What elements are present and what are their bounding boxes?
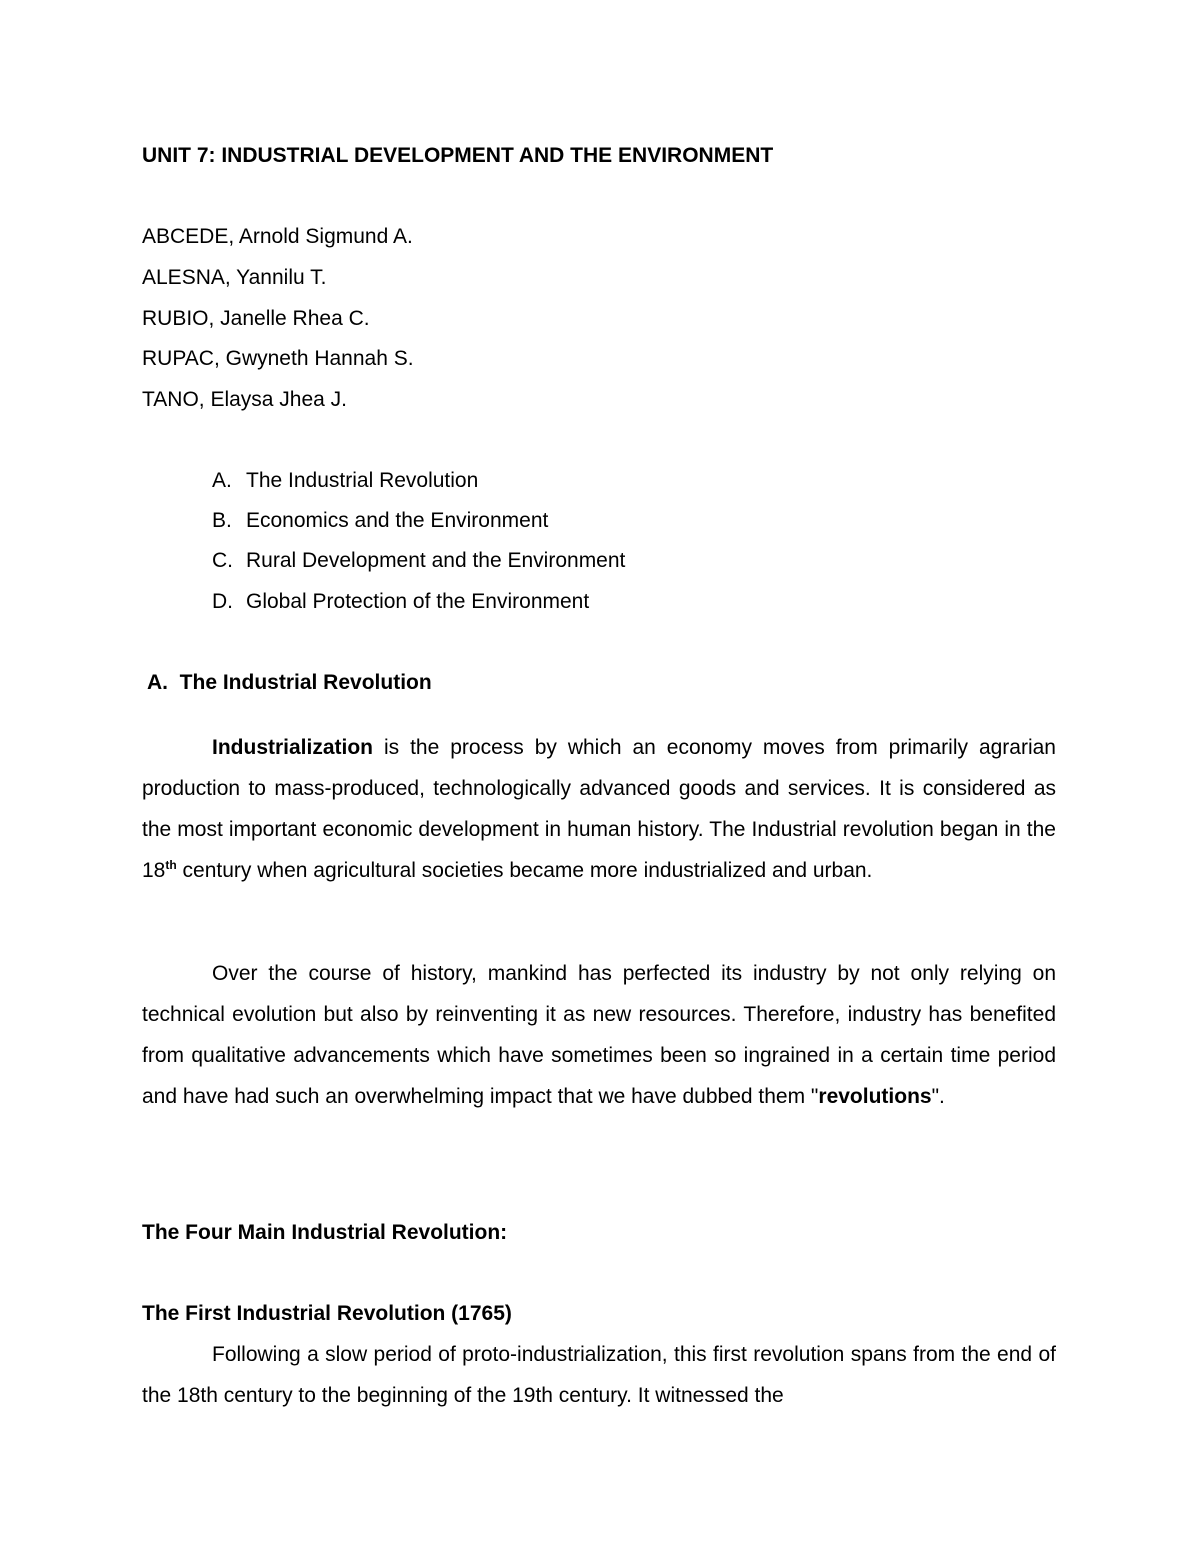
paragraph-text: is the process by which an economy moves from primarily agrarian production to mass-produced, technologically advanced goods and services. It is considered as the most important economic development in human history. The Industrial revolution began in the 18	[142, 736, 1056, 882]
outline-marker: B.	[212, 509, 232, 532]
author-4: RUPAC, Gwyneth Hannah S.	[142, 347, 414, 370]
author-2: ALESNA, Yannilu T.	[142, 266, 327, 289]
section-a-marker: A.	[147, 671, 168, 694]
document-title: UNIT 7: INDUSTRIAL DEVELOPMENT AND THE ENVIRONMENT	[142, 144, 774, 167]
paragraph-text: century when agricultural societies became more industrialized and urban.	[176, 859, 873, 882]
four-revolutions-heading: The Four Main Industrial Revolution:	[142, 1221, 508, 1244]
section-a-title: The Industrial Revolution	[179, 671, 432, 694]
outline-item-d	[212, 589, 589, 615]
author-1: ABCEDE, Arnold Sigmund A.	[142, 225, 413, 248]
outline-marker: D.	[212, 590, 233, 613]
outline-label: The Industrial Revolution	[246, 469, 479, 492]
outline-item-b	[212, 508, 548, 534]
paragraph-revolutions	[142, 953, 1056, 1117]
outline-item-a	[212, 468, 478, 494]
outline-label: Rural Development and the Environment	[246, 549, 626, 572]
outline-label: Economics and the Environment	[246, 509, 549, 532]
industrialization-term: Industrialization	[212, 736, 374, 759]
author-5: TANO, Elaysa Jhea J.	[142, 388, 348, 411]
first-revolution-heading: The First Industrial Revolution (1765)	[142, 1302, 512, 1325]
paragraph-text: Over the course of history, mankind has perfected its industry by not only relying on technical evolution but also by reinventing it as new resources. Therefore, industry has benefited from qualitative advancements which have sometimes been so ingrained in a certain time period and have had such an overwhelming impact that we have dubbed them "	[142, 962, 1056, 1108]
revolutions-term: revolutions	[818, 1085, 932, 1108]
superscript-th: th	[165, 858, 177, 872]
outline-marker: A.	[212, 469, 232, 492]
paragraph-text: Following a slow period of proto-industrialization, this first revolution spans from the end of the 18th century to the beginning of the 19th century. It witnessed the	[142, 1343, 1056, 1407]
author-3: RUBIO, Janelle Rhea C.	[142, 307, 370, 330]
outline-item-c	[212, 548, 625, 574]
paragraph-first-revolution	[142, 1334, 1056, 1416]
section-a-heading	[147, 670, 432, 696]
outline-marker: C.	[212, 549, 233, 572]
paragraph-industrialization	[142, 727, 1056, 891]
outline-label: Global Protection of the Environment	[246, 590, 590, 613]
paragraph-text: ".	[931, 1085, 945, 1108]
